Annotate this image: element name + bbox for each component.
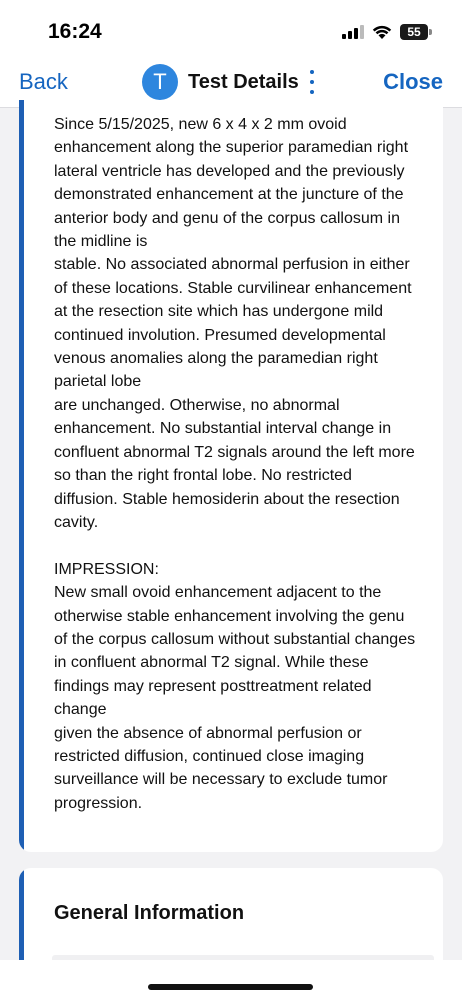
status-icons [342, 22, 432, 42]
home-indicator[interactable] [148, 984, 313, 990]
avatar: T [142, 64, 178, 100]
battery-icon [400, 24, 432, 40]
nav-title-group [142, 64, 317, 100]
report-text: Since 5/15/2025, new 6 x 4 x 2 mm ovoid enhancement along the superior paramedian right lateral ventricle has developed and the previously demonstrated enhancement at the juncture of the anterior body and genu of the corpus callosum in the midline is stable. No associated abnormal perfusion in either of these locations. Stable curvilinear enhancement at the resection site which has undergone mild continued involution. Presumed developmental venous anomalies along the paramedian right parietal lobe are unchanged. Otherwise, no abnormal enhancement. No substantial interval change in confluent abnormal T2 signals around the left more so than the right frontal lobe. No restricted diffusion. Stable hemosiderin about the resection cavity. IMPRESSION: New small ovoid enhancement adjacent to the otherwise stable enhancement involving the genu of the corpus callosum without substantial changes in confluent abnormal T2 signal. While these findings may represent posttreatment related change given the absence of abnormal perfusion or restricted diffusion, continued close imaging surveillance will be necessary to exclude tumor progression. [54, 116, 416, 812]
wifi-icon [372, 25, 392, 40]
card-accent-bar [19, 100, 24, 852]
more-options-icon[interactable] [307, 70, 317, 94]
page-title: Test Details [188, 70, 299, 93]
close-button[interactable]: Close [383, 69, 443, 94]
battery-level: 55 [400, 24, 428, 40]
battery-tip [429, 29, 432, 35]
back-button[interactable]: Back [19, 69, 68, 94]
signal-icon [342, 25, 364, 39]
status-bar [0, 0, 462, 62]
status-time: 16:24 [48, 20, 102, 43]
section-title: General Information [54, 902, 245, 924]
report-card [19, 100, 443, 852]
bottom-safe-area [0, 960, 462, 1000]
